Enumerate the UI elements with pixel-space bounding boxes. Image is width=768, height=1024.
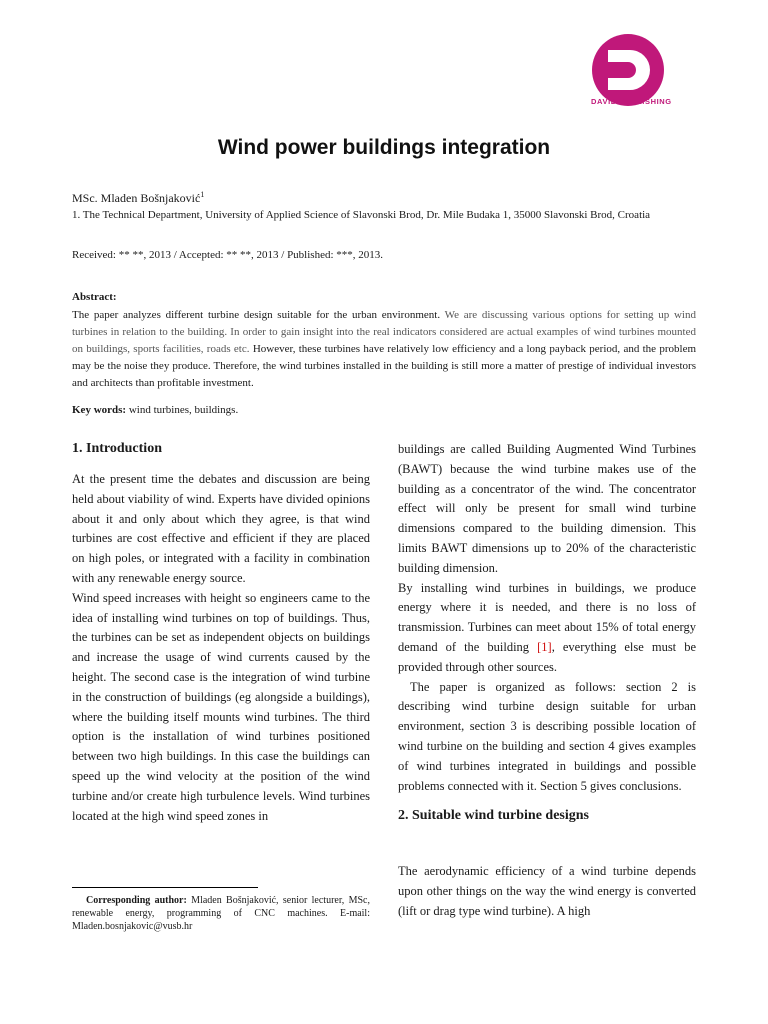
section-2-paragraph-1: The aerodynamic efficiency of a wind turbine depends upon other things on the way the wind energy is converted (lift or drag type wind turbine). A high	[398, 864, 696, 918]
footnote	[72, 894, 370, 933]
paper-title: Wind power buildings integration	[217, 136, 551, 159]
intro-paragraph-3: buildings are called Building Augmented Wind Turbines (BAWT) because the wind turbine makes use of the building as a concentrator of the wind. The concentrator effect will only be present for small wind turbine dimensions compared to the building dimension. This limits BAWT dimensions up to 20% of the characteristic building dimension.	[398, 442, 696, 575]
right-column	[398, 440, 696, 796]
intro-paragraph-4-end: , everything else must be provided through other sources.	[398, 639, 696, 674]
abstract-part-3: However, these turbines have relatively low efficiency and a long payback period, and the problem may be the noise they produce. Therefore, the wind turbines installed in the building is still more a matter of prestige of individual investors and architects than profitable investment.	[72, 343, 697, 389]
affiliation: 1. The Technical Department, University of Applied Science of Slavonski Brod, Dr. Mile Budaka 1, 35000 Slavonski Brod, Croatia	[72, 209, 651, 221]
author-affiliation-marker: 1	[200, 190, 205, 199]
author-name: MSc. Mladen Bošnjaković	[72, 191, 201, 205]
abstract-heading: Abstract:	[72, 291, 117, 303]
intro-paragraph-4	[398, 579, 696, 678]
keywords	[72, 404, 238, 416]
footnote-label: Corresponding author:	[86, 895, 187, 906]
footnote-text: Mladen Bošnjaković, senior lecturer, MSc, renewable energy, programming of CNC machines. E-mail: Mladen.bosnjakovic@vusb.hr	[72, 895, 370, 932]
abstract-part-2: We are discussing various options for setting up wind turbines in relation to the building. In order to gain insight into the real indicators considered are actual examples of wind turbines mounted on buildings, sports facilities, roads etc.	[72, 309, 696, 355]
abstract-part-1: The paper analyzes different turbine design suitable for the urban environment.	[72, 309, 441, 321]
keywords-label: Key words:	[72, 404, 127, 416]
citation-link[interactable]: [1]	[537, 639, 552, 654]
section-2-body	[398, 862, 696, 921]
intro-paragraph-1: At the present time the debates and discussion are being held about viability of wind. Experts have divided opinions about it and only about which they agree, is that wind turbines are cost effective and efficient if they are placed on high poles, or integrated with a facility in combination with any renewable energy source.	[72, 472, 370, 585]
intro-paragraph-2: Wind speed increases with height so engineers came to the idea of installing wind turbines on top of buildings. Thus, the turbines can be set as independent objects on buildings and increase the usage of wind currents caused by the height. The second case is the integration of wind turbine in the construction of buildings (eg alongside a buildings), where the building itself mounts wind turbines. The third option is the installation of wind turbines positioned between two high buildings. In this case the buildings can speed up the wind velocity at the position of the wind turbine and/or create high turbulence levels. Wind turbines located at the high wind speed zones in	[72, 590, 370, 823]
keywords-value: wind turbines, buildings.	[128, 404, 239, 416]
intro-paragraph-4-text: By installing wind turbines in buildings, we produce energy where it is needed, and there is no loss of transmission. Turbines can meet about 15% of total energy demand of the building	[398, 580, 696, 654]
publication-dates: Received: ** **, 2013 / Accepted: ** **, 2013 / Published: ***, 2013.	[72, 249, 384, 261]
intro-paragraph-5: The paper is organized as follows: section 2 is describing wind turbine design suitable for urban environment, section 3 is describing possible location of wind turbine on the building and section 4 gives examples of wind turbines integrated in buildings and possible problems connected with it. Section 5 gives conclusions.	[398, 679, 696, 793]
section-2-heading: 2. Suitable wind turbine designs	[398, 808, 589, 823]
abstract-body	[72, 307, 696, 392]
author-line	[72, 190, 204, 206]
section-1-heading: 1. Introduction	[72, 441, 162, 456]
publisher-name: DAVID PUBLISHING	[591, 97, 672, 106]
left-column	[72, 470, 370, 826]
footnote-divider	[72, 887, 258, 888]
